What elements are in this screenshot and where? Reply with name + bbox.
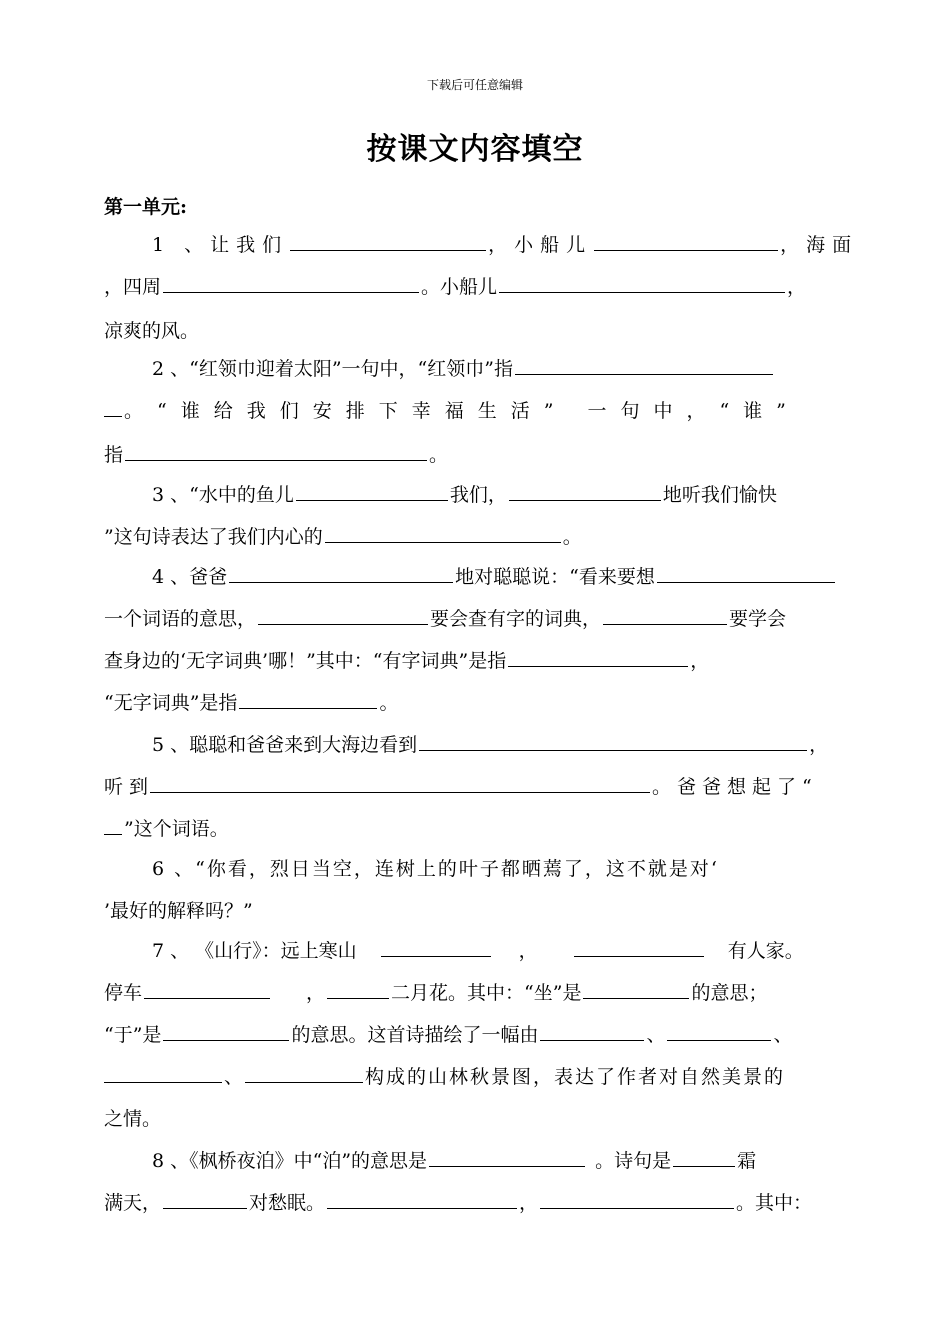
question-2-line-3: 指 。 (104, 444, 449, 466)
blank[interactable] (515, 356, 773, 375)
question-3-line-2: ”这句诗表达了我们内心的 。 (104, 526, 582, 548)
blank[interactable] (603, 606, 727, 625)
blank[interactable] (509, 482, 661, 501)
question-8-line-2: 满天， 对愁眠。 ， 。其中： (104, 1192, 813, 1214)
question-2-line-1: 2 、“红领巾迎着太阳”一句中，“红领巾”指 (152, 356, 848, 382)
question-7-line-1: 7 、 《山行》：远上寒山 ， 有人家。 (152, 940, 804, 962)
question-5-line-1: 5 、聪聪和爸爸来到大海边看到 ， (152, 734, 829, 756)
question-1-line-3: 凉爽的风。 (104, 320, 200, 342)
blank[interactable] (327, 1190, 517, 1209)
blank[interactable] (381, 938, 491, 957)
blank[interactable] (163, 274, 419, 293)
blank[interactable] (325, 524, 561, 543)
blank[interactable] (296, 482, 448, 501)
blank[interactable] (163, 1190, 247, 1209)
page-title: 按课文内容填空 (366, 132, 584, 167)
blank[interactable] (583, 980, 689, 999)
blank[interactable] (150, 774, 650, 793)
blank[interactable] (239, 690, 377, 709)
question-8-line-1: 8 、《枫桥夜泊》中“泊”的意思是 。诗句是 霜 (152, 1150, 757, 1172)
blank[interactable] (499, 274, 785, 293)
question-7-line-5: 之情。 (104, 1108, 162, 1130)
question-1-line-1: 1 、让我们 ，小船儿 ，海面 (152, 234, 859, 256)
blank[interactable] (258, 606, 428, 625)
blank[interactable] (540, 1022, 644, 1041)
blank[interactable] (104, 816, 122, 835)
question-3-line-1: 3 、“水中的鱼儿 我们， 地听我们愉快 (152, 484, 777, 506)
blank[interactable] (574, 938, 704, 957)
question-5-line-2: 听 到 。爸爸想起了“ (104, 776, 818, 798)
blank[interactable] (429, 1148, 585, 1167)
blank[interactable] (144, 980, 270, 999)
blank[interactable] (104, 398, 122, 417)
section-heading: 第一单元: (104, 196, 188, 218)
blank[interactable] (104, 1064, 222, 1083)
blank[interactable] (540, 1190, 734, 1209)
blank[interactable] (229, 564, 453, 583)
question-7-line-4: 、 构成的山林秋景图，表达了作者对自然美景的 (104, 1064, 848, 1090)
blank[interactable] (667, 1022, 771, 1041)
blank[interactable] (290, 232, 486, 251)
blank[interactable] (673, 1148, 735, 1167)
question-6-line-2: ’最好的解释吗？” (104, 900, 253, 922)
question-7-line-3: “于”是 的意思。这首诗描绘了一幅由 、 、 (104, 1024, 793, 1046)
blank[interactable] (245, 1064, 363, 1083)
question-5-line-3: ”这个词语。 (104, 816, 848, 842)
blank[interactable] (163, 1022, 289, 1041)
blank[interactable] (508, 648, 688, 667)
question-4-line-4: “无字词典”是指 。 (104, 692, 399, 714)
blank[interactable] (594, 232, 778, 251)
question-4-line-3: 查身边的‘无字词典’哪！”其中：“有字词典”是指 ， (104, 650, 710, 672)
blank[interactable] (657, 564, 835, 583)
question-6-line-1: 6 、“你看，烈日当空，连树上的叶子都晒蔫了，这不就是对‘ (152, 858, 719, 880)
blank[interactable] (125, 442, 427, 461)
question-4-line-2: 一个词语的意思， 要会查有字的词典， 要学会 (104, 608, 787, 630)
page-header: 下载后可任意编辑 (426, 78, 523, 92)
question-1-line-2: ，四周 。小船儿 ， (104, 276, 807, 298)
blank[interactable] (327, 980, 389, 999)
question-7-line-2: 停车 ， 二月花。其中：“坐”是 的意思； (104, 982, 768, 1004)
question-4-line-1: 4 、爸爸 地对聪聪说：“看来要想 (152, 564, 892, 590)
blank[interactable] (419, 732, 807, 751)
question-2-line-2: 。“谁给我们安排下幸福生活” 一句中，“谁” (104, 398, 848, 424)
